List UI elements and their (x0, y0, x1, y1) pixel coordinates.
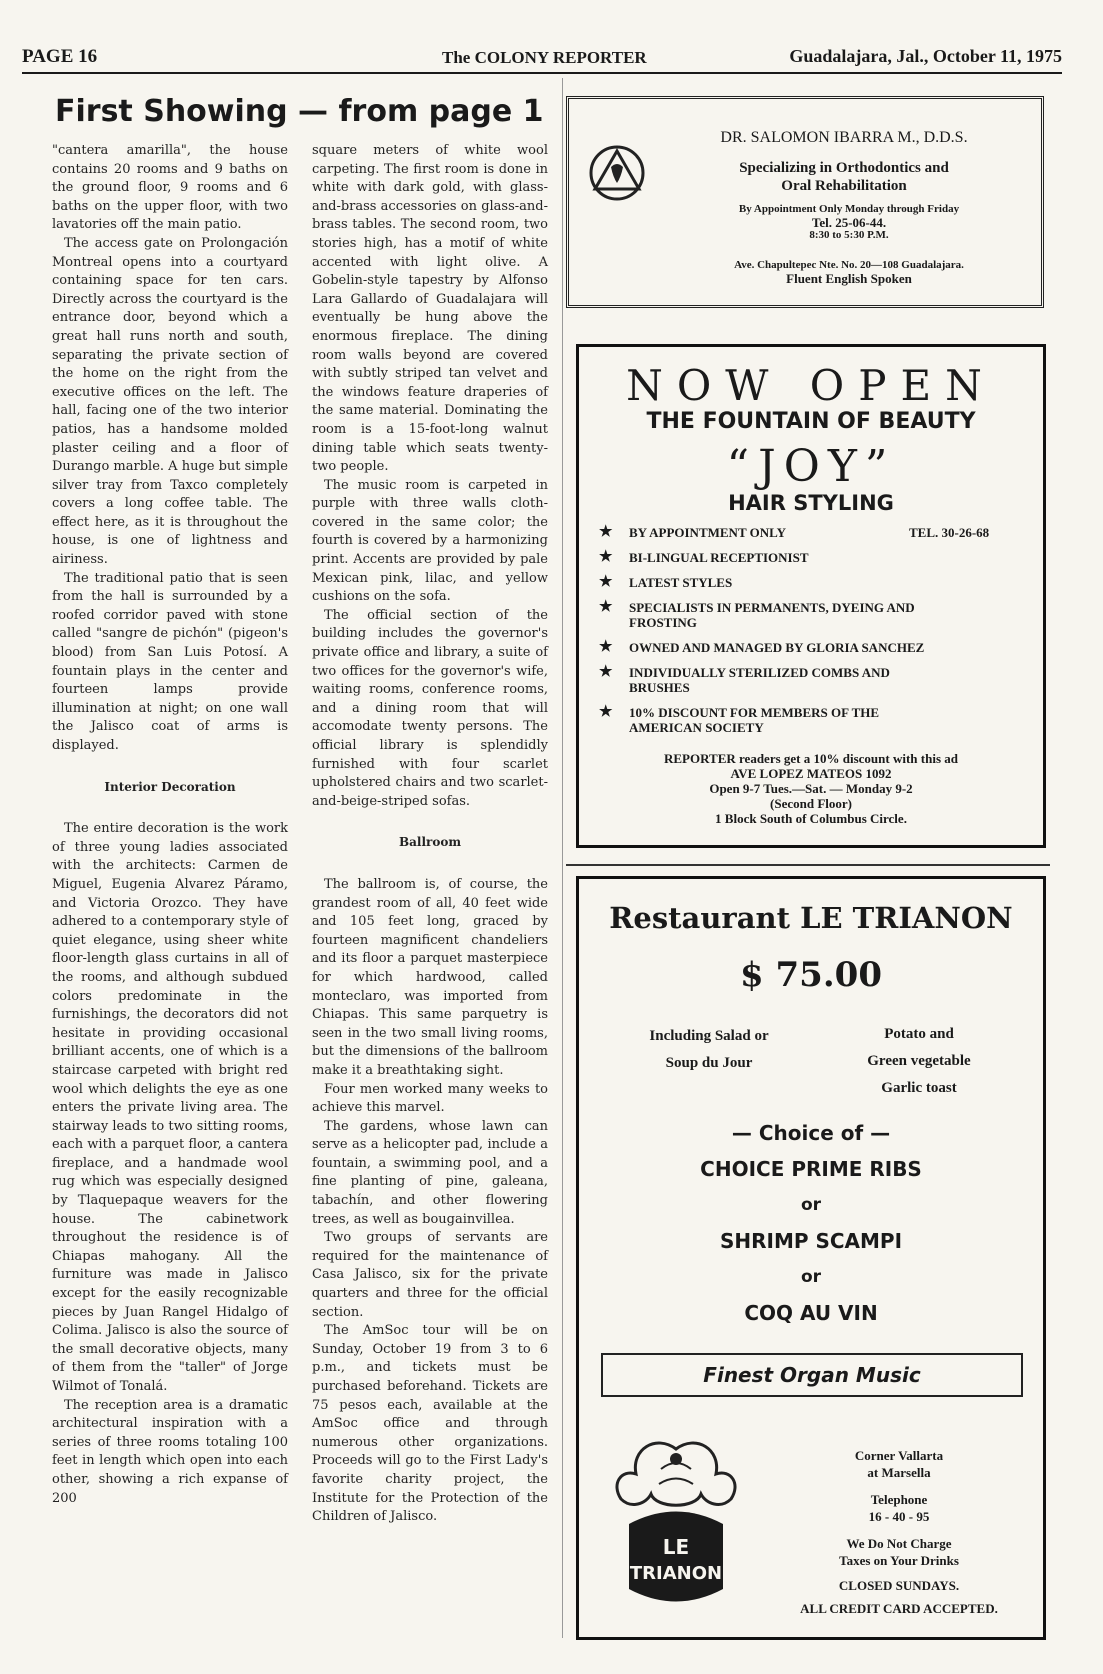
paragraph: Two groups of servants are required for the maintenance of Casa Jalisco, six for the private quarters and three for the official section. (312, 1230, 548, 1320)
specialty: Specializing in Orthodontics and Oral Rehabilitation (739, 160, 949, 194)
article-column-1 (52, 142, 288, 1508)
paragraph: square meters of white wool carpeting. The first room is done in white with dark gold, with glass-and-brass accessories on glass-and-brass tables. The second room, two stories high, has a motif of white accented with light olive. A Gobelin-style tapestry by Alfonso Lara Gallardo of Guadalajara will eventually be hung above the enormous fireplace. The dining room walls beyond are covered with subtly striped tan velvet and the windows feature draperies of the same material. Dominating the room is a 15-foot-long walnut dining table which seats twenty-two people. (312, 143, 548, 475)
star-icon: ★ (599, 549, 613, 565)
list-item: ★ BI-LINGUAL RECEPTIONIST (599, 549, 809, 565)
paragraph: The AmSoc tour will be on Sunday, October 19 from 3 to 6 p.m., and tickets must be purchased beforehand. Tickets are 75 pesos each, available at the AmSoc office and through numerous other organizations. Proceeds will go to the First Lady's favorite charity project, the Institute for the Protection of the Children of Jalisco. (312, 1323, 548, 1525)
salon-name: “JOY” (726, 441, 896, 492)
divider (566, 864, 1050, 866)
paragraph: Four men worked many weeks to achieve this marvel. (312, 1081, 548, 1116)
doctor-name: DR. SALOMON IBARRA M., D.D.S. (720, 129, 968, 146)
star-icon: ★ (599, 664, 613, 680)
paragraph: The music room is carpeted in purple with three walls cloth-covered in the same color; the fourth is covered by a harmonizing print. Accents are provided by pale Mexican pink, lilac, and yellow cushions on the sofa. (312, 477, 548, 605)
list-item: ★ SPECIALISTS IN PERMANENTS, DYEING AND FROSTING (599, 599, 915, 630)
including-items: Including Salad or Soup du Jour (649, 1028, 769, 1071)
paragraph: "cantera amarilla", the house contains 20 rooms and 9 baths on the ground floor, 9 rooms and 6 baths on the upper floor, with two lavatories off the main patio. (52, 143, 288, 233)
menu-choices: — Choice of — CHOICE PRIME RIBS or SHRIMP SCAMPI or COQ AU VIN (700, 1121, 922, 1325)
list-item: ★ 10% DISCOUNT FOR MEMBERS OF THE AMERICAN SOCIETY (599, 704, 880, 735)
crest-text-trianon: TRIANON (629, 1563, 723, 1584)
restaurant-contact: Corner Vallarta at Marsella Telephone 16 - 40 - 95 We Do Not Charge Taxes on Your Drinks CLOSED SUNDAYS. ALL CREDIT CARD ACCEPTED. (800, 1448, 998, 1616)
list-item: ★ BY APPOINTMENT ONLY (599, 524, 786, 540)
le-trianon-crest-icon (601, 1429, 751, 1619)
side-items: Potato and Green vegetable Garlic toast (867, 1026, 971, 1096)
list-item: ★ LATEST STYLES (599, 574, 733, 590)
paragraph: The access gate on Prolongación Montreal opens into a courtyard containing space for ten cars. Directly across the courtyard is the entrance door, beyond which a great hall runs north and south, separating the private section of the home on the right from the executive offices on the left. The hall, facing one of the two interior patios, has a handsome molded plaster ceiling and a floor of Durango marble. A huge but simple silver tray from Taxco completely covers a long coffee table. The effect here, as it is throughout the house, is one of lightness and airiness. (52, 235, 288, 568)
salon-telephone: TEL. 30-26-68 (909, 525, 990, 540)
appointment-info: By Appointment Only Monday through Friday Tel. 25-06-44. 8:30 to 5:30 P.M. (738, 203, 960, 241)
star-icon: ★ (599, 704, 613, 720)
dentist-ad (566, 96, 1044, 308)
masthead (22, 44, 1062, 74)
paragraph: The official section of the building includes the governor's private office and library, a suite of two offices for the governor's wife, waiting rooms, conference rooms, and a dining room that will accomodate twenty persons. The official library is splendidly furnished with four scarlet upholstered chairs and two scarlet-and-beige-striped sofas. (312, 607, 548, 809)
salon-tagline: THE FOUNTAIN OF BEAUTY (646, 409, 976, 434)
article-headline: First Showing — from page 1 (55, 94, 544, 129)
crest-text-le: LE (662, 1535, 690, 1559)
subheading-interior-decoration: Interior Decoration (104, 779, 236, 794)
list-item: ★ OWNED AND MANAGED BY GLORIA SANCHEZ (599, 639, 925, 655)
paragraph: The traditional patio that is seen from the hall is surrounded by a roofed corridor paved with stone called "sangre de pichón" (pigeon's blood) from San Luis Potosí. A fountain plays in the center and fourteen lamps provide illumination at night; on one wall the Jalisco coat of arms is displayed. (52, 570, 288, 753)
now-open-heading: NOW OPEN (626, 361, 996, 410)
dental-emblem-icon (587, 143, 647, 203)
star-icon: ★ (599, 574, 613, 590)
paragraph: The gardens, whose lawn can serve as a helicopter pad, include a fountain, a swimming pool, and a fine planting of pine, galeana, tabachín, and other flowering trees, as well as bougainvillea. (312, 1118, 548, 1227)
restaurant-ad (576, 876, 1046, 1640)
star-icon: ★ (599, 524, 613, 540)
subheading-ballroom: Ballroom (398, 835, 462, 850)
salon-features-list (599, 525, 929, 745)
list-item: ★ INDIVIDUALLY STERILIZED COMBS AND BRUSHES (599, 664, 890, 695)
page-number: PAGE 16 (22, 46, 98, 67)
article-column-2 (312, 142, 548, 1527)
menu-price: $ 75.00 (740, 955, 882, 995)
salon-footer: REPORTER readers get a 10% discount with this ad AVE LOPEZ MATEOS 1092 Open 9-7 Tues.—Sat. — Monday 9-2 (Second Floor) 1 Block South of Columbus Circle. (664, 751, 958, 826)
dateline: Guadalajara, Jal., October 11, 1975 (789, 46, 1062, 66)
paragraph: The entire decoration is the work of three young ladies associated with the architects: Carmen de Miguel, Eugenia Alvarez Páramo, and Victoria Orozco. They have adhered to a contemporary style of quiet elegance, using sheer white floor-length glass curtains in all of the rooms, and although subdued colors predominate in the furnishings, the decorators did not hesitate in providing occasional brilliant accents, one of which is a staircase carpeted with bright red wool which delights the eye as one enters the private living area. The stairway leads to two sitting rooms, each with a parquet floor, a cantera fireplace, and a handmade wool rug which was especially designed by Tlaquepaque weavers for the house. The cabinetwork throughout the residence is of Chiapas mahogany. All the furniture was made in Jalisco except for the easily recognizable pieces by Juan Rangel Hidalgo of Colima. Jalisco is also the source of the small decorative objects, many of them from the "taller" of Jorge Wilmot of Tonalá. (52, 821, 288, 1394)
restaurant-name: Restaurant LE TRIANON (609, 901, 1013, 935)
dentist-address: Ave. Chapultepec Nte. No. 20—108 Guadalajara. Fluent English Spoken (734, 259, 964, 286)
column-divider (562, 78, 563, 1638)
paragraph: The reception area is a dramatic architectural inspiration with a series of three rooms totaling 100 feet in length which open into each other, showing a rich expanse of 200 (52, 1397, 288, 1506)
organ-music-banner: Finest Organ Music (601, 1353, 1023, 1397)
star-icon: ★ (599, 639, 613, 655)
beauty-salon-ad (576, 344, 1046, 848)
hair-styling-heading: HAIR STYLING (728, 491, 894, 515)
newspaper-name: The COLONY REPORTER (442, 48, 647, 67)
paragraph: The ballroom is, of course, the grandest room of all, 40 feet wide and 105 feet long, graced by fourteen magnificent chandeliers and its floor a parquet masterpiece for which hardwood, called monteclaro, was imported from Chiapas. This same parquetry is seen in the two small living rooms, but the dimensions of the ballroom make it a breathtaking sight. (312, 876, 548, 1078)
star-icon: ★ (599, 599, 613, 615)
